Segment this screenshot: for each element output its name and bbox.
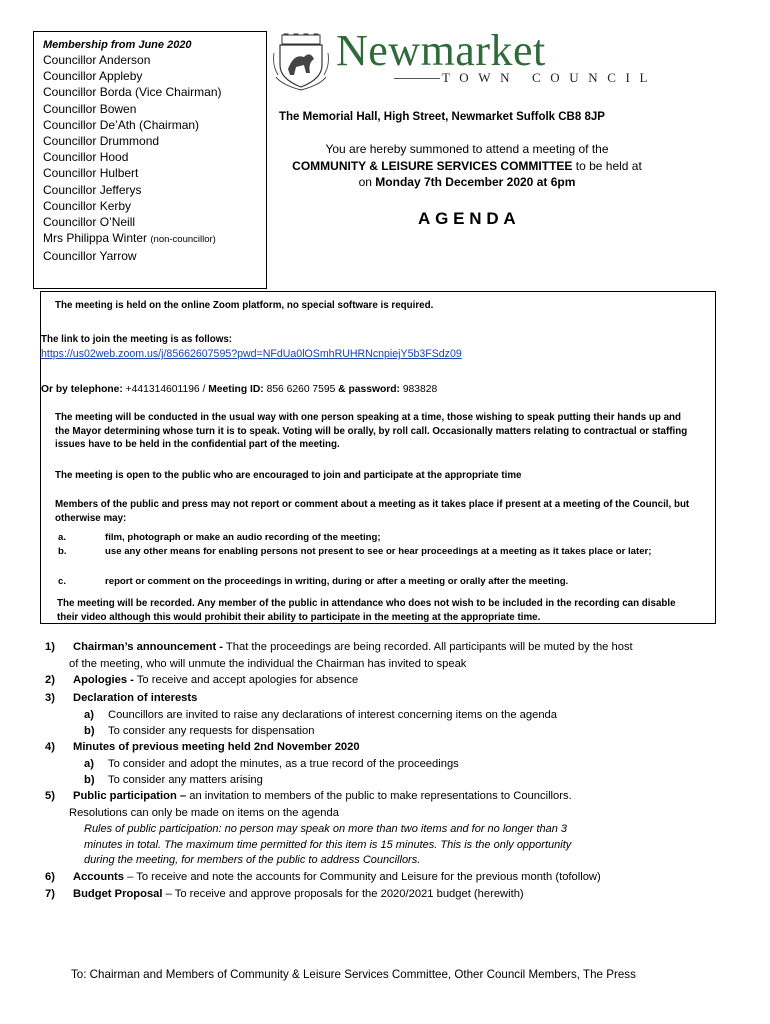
password: 983828 [399,384,438,395]
agenda-item-7: 7) Budget Proposal – To receive and approve proposals for the 2020/2021 budget (herewith) [45,888,524,900]
item7-text: – To receive and approve proposals for the 2020/2021 budget (herewith) [162,888,524,900]
distribution-footer: To: Chairman and Members of Community & Leisure Services Committee, Other Council Members, The Press [71,968,636,981]
member-item: Councillor Bowen [43,101,137,116]
password-label: & password: [338,384,400,395]
phone-number: +441314601196 / [122,384,209,395]
list-letter: c. [58,576,67,587]
item5-text: an invitation to members of the public to make representations to Councillors. [186,790,572,802]
logo-wordmark: Newmarket [336,26,546,75]
member-item: Councillor Yarrow [43,249,137,264]
summons-line1: You are hereby summoned to attend a meeting of the [325,142,609,156]
meeting-id-label: Meeting ID: [208,384,264,395]
meeting-date: Monday 7th December 2020 at 6pm [375,175,576,189]
agenda-item-5-cont: Resolutions can only be made on items on the agenda [69,807,339,819]
member-winter-name: Mrs Philippa Winter [43,231,148,246]
link-intro: The link to join the meeting is as follows: [41,334,233,345]
council-crest-icon [272,33,330,91]
list-letter: b. [58,546,67,557]
agenda-item-5: 5) Public participation – an invitation to members of the public to make representations to Councillors. [45,790,572,802]
meeting-id: 856 6260 7595 [263,384,339,395]
list-letter: a. [58,532,67,543]
agenda-item-4: 4) Minutes of previous meeting held 2nd November 2020 [45,741,360,753]
recording-note: The meeting will be recorded. Any member of the public in attendance who does not wish to be included in the recording can disable their video although this would prohibit their ability to participate in the meeting at the appropriate time. [57,598,676,623]
member-item: Councillor Jefferys [43,182,142,197]
press-intro: Members of the public and press may not report or comment about a meeting as it takes place if present at a meeting of the Council, but otherwise may: [55,499,690,524]
member-item: Councillor O’Neill [43,215,136,230]
item2-title: Apologies - [73,674,134,686]
conduct-paragraph: The meeting will be conducted in the usual way with one person speaking at a time, those wishing to speak putting their hands up and the Mayor determining whose turn it is to speak. Voting will be orally, by roll call. Occasionally matters relating to contractual or staffing issues have to be held in the confidential part of the meeting. [55,412,688,450]
member-item: Councillor Drummond [43,134,160,149]
meeting-info-box [40,291,716,624]
summons-line3: on [358,175,376,189]
agenda-item-3b: b) To consider any requests for dispensation [84,725,315,737]
phone-line [41,383,437,397]
item6-title: Accounts [73,871,124,883]
item1-text: That the proceedings are being recorded. All participants will be muted by the host [223,641,633,653]
zoom-link[interactable]: https://us02web.zoom.us/j/85662607595?pwd=NFdUa0lOSmhRUHRNcnpiejY5b3FSdz09 [41,348,462,360]
member-item: Councillor Anderson [43,53,151,67]
list-text: use any other means for enabling persons not present to see or hear proceedings at a meeting as it takes place or later; [105,546,652,557]
agenda-item-3a: a) Councillors are invited to raise any declarations of interest concerning items on the agenda [84,709,557,721]
logo-subtitle: TOWN COUNCIL [442,70,657,85]
venue-address: The Memorial Hall, High Street, Newmarket Suffolk CB8 8JP [279,111,605,123]
item4-title: Minutes of previous meeting held 2nd November 2020 [73,741,360,753]
online-note: The meeting is held on the online Zoom platform, no special software is required. [55,300,434,311]
list-text: report or comment on the proceedings in writing, during or after a meeting or orally after the meeting. [105,576,569,587]
membership-title: Membership from June 2020 [43,39,192,51]
summons-line2: to be held at [572,158,642,173]
public-rules-line1: Rules of public participation: no person may speak on more than two items and for no longer than 3 [84,823,568,835]
agenda-item-6: 6) Accounts – To receive and note the accounts for Community and Leisure for the previous month (tofollow) [45,871,601,883]
agenda-item-4b: b) To consider any matters arising [84,774,263,786]
agenda-item-2: 2) Apologies - To receive and accept apologies for absence [45,674,359,686]
agenda-heading: AGENDA [418,209,521,228]
agenda-item-1-cont: of the meeting, who will unmute the individual the Chairman has invited to speak [69,658,467,670]
member-item: Councillor Hulbert [43,166,139,181]
agenda-item-1: 1) Chairman’s announcement - That the proceedings are being recorded. All participants will be muted by the host [45,641,633,653]
member-item: Councillor Appleby [43,69,143,84]
member-item: Councillor Borda (Vice Chairman) [43,85,222,100]
logo-divider [394,78,440,79]
member-item-winter [43,230,266,248]
item6-text: – To receive and note the accounts for Community and Leisure for the previous month (tofollow) [123,871,601,883]
list-text: film, photograph or make an audio recording of the meeting; [105,532,381,543]
agenda-item-4a: a) To consider and adopt the minutes, as a true record of the proceedings [84,758,459,770]
item2-text: To receive and accept apologies for absence [133,674,359,686]
member-item: Councillor Kerby [43,198,132,213]
item5-title: Public participation – [73,790,187,802]
item1-title: Chairman’s announcement - [73,641,224,653]
summons-text [277,141,657,191]
item3-title: Declaration of interests [73,692,198,704]
public-rules-line3: during the meeting, for members of the public to address Councillors. [84,854,421,866]
member-item: Councillor Hood [43,150,129,165]
item7-title: Budget Proposal [73,888,163,900]
member-item: Councillor De’Ath (Chairman) [43,117,200,132]
committee-name: COMMUNITY & LEISURE SERVICES COMMITTEE [292,158,573,173]
phone-label: Or by telephone: [41,384,123,395]
open-public-note: The meeting is open to the public who are encouraged to join and participate at the appropriate time [55,470,522,481]
agenda-item-3: 3) Declaration of interests [45,692,198,704]
membership-box [33,31,267,289]
member-winter-note: (non-councillor) [150,234,216,246]
public-rules-line2: minutes in total. The maximum time permitted for this item is 15 minutes. This is the only opportunity [84,839,572,851]
